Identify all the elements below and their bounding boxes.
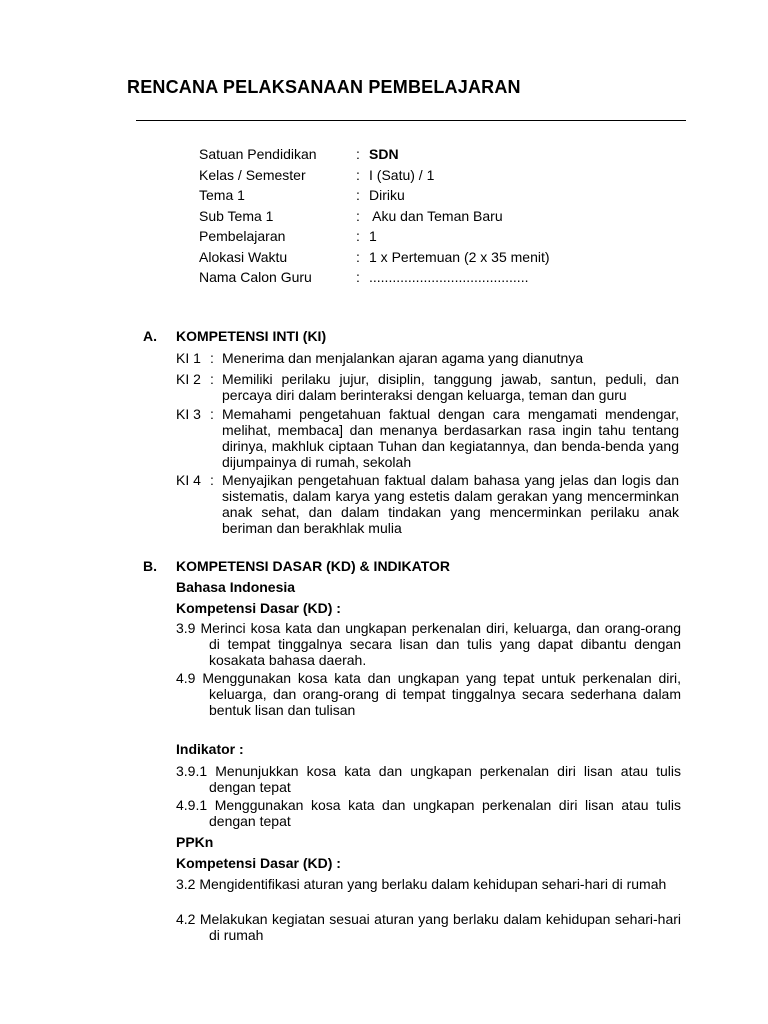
identity-value: Aku dan Teman Baru	[369, 207, 503, 224]
ki-text: Memiliki perilaku jujur, disiplin, tanggung jawab, santun, peduli, dan percaya diri dalam berinteraksi dengan keluarga, teman dan guru	[222, 371, 679, 403]
kd-item	[176, 620, 681, 668]
identity-colon: :	[356, 146, 360, 162]
kd-number: 3.9	[176, 620, 196, 636]
identity-label: Satuan Pendidikan	[199, 146, 317, 162]
kd-text	[176, 876, 681, 892]
kd-number: 4.9	[176, 670, 196, 686]
section-letter: B.	[143, 558, 157, 574]
identity-colon: :	[356, 207, 360, 224]
kd-number: 3.2	[176, 876, 196, 892]
indikator-body: Menunjukkan kosa kata dan ungkapan perkenalan diri lisan atau tulis dengan tepat	[209, 763, 682, 795]
ki-text: Menerima dan menjalankan ajaran agama yang dianutnya	[222, 350, 584, 366]
title-divider	[136, 120, 686, 121]
identity-colon: :	[356, 248, 360, 265]
identity-value: Diriku	[369, 187, 405, 203]
identity-value: 1	[369, 228, 377, 244]
ki-colon: :	[210, 371, 214, 387]
kd-item	[176, 876, 681, 892]
indikator-body: Menggunakan kosa kata dan ungkapan perkenalan diri lisan atau tulis dengan tepat	[209, 797, 682, 829]
kd-text	[176, 620, 681, 668]
ki-item	[176, 350, 679, 366]
ki-label: KI 2	[176, 371, 201, 387]
indikator-heading: Indikator :	[176, 741, 244, 757]
identity-colon: :	[356, 228, 360, 244]
ki-colon: :	[210, 472, 214, 488]
section-title: KOMPETENSI DASAR (KD) & INDIKATOR	[176, 558, 451, 574]
section-letter: A.	[143, 328, 157, 344]
kd-heading: Kompetensi Dasar (KD) :	[176, 600, 341, 616]
kd-body: Merinci kosa kata dan ungkapan perkenalan diri, keluarga, dan orang-orang di tempat tinggalnya secara lisan dan tulis yang dapat dibantu dengan kosakata bahasa daerah.	[200, 620, 681, 668]
kd-text	[176, 911, 681, 943]
kd-text	[176, 670, 681, 718]
kd-body: Mengidentifikasi aturan yang berlaku dalam kehidupan sehari-hari di rumah	[199, 876, 667, 892]
ki-label: KI 1	[176, 350, 201, 366]
identity-colon: :	[356, 269, 360, 285]
identity-label: Alokasi Waktu	[199, 248, 288, 265]
identity-value: .........................................	[369, 269, 529, 285]
page-title: RENCANA PELAKSANAAN PEMBELAJARAN	[127, 77, 521, 97]
identity-label: Tema 1	[199, 187, 245, 203]
ki-item	[176, 472, 679, 536]
indikator-number: 3.9.1	[176, 763, 208, 779]
subject-heading: PPKn	[176, 834, 214, 850]
ki-colon: :	[210, 350, 214, 366]
indikator-item	[176, 763, 681, 795]
identity-label: Kelas / Semester	[199, 166, 306, 183]
kd-heading: Kompetensi Dasar (KD) :	[176, 855, 341, 871]
identity-colon: :	[356, 166, 360, 183]
indikator-text	[176, 797, 681, 829]
ki-label: KI 4	[176, 472, 201, 488]
identity-label: Sub Tema 1	[199, 207, 274, 224]
indikator-text	[176, 763, 681, 795]
identity-value: 1 x Pertemuan (2 x 35 menit)	[369, 248, 550, 265]
identity-value: SDN	[369, 146, 399, 162]
kd-number: 4.2	[176, 911, 196, 927]
kd-body: Menggunakan kosa kata dan ungkapan yang tepat untuk perkenalan diri, keluarga, dan orang-orang di tempat tinggalnya secara sederhana dalam bentuk lisan dan tulisan	[202, 670, 682, 718]
indikator-number: 4.9.1	[176, 797, 208, 813]
identity-colon: :	[356, 187, 360, 203]
kd-item	[176, 670, 681, 718]
identity-label: Pembelajaran	[199, 228, 286, 244]
section-title: KOMPETENSI INTI (KI)	[176, 328, 327, 344]
subject-heading: Bahasa Indonesia	[176, 579, 296, 595]
ki-colon: :	[210, 406, 214, 422]
kd-item	[176, 911, 681, 943]
indikator-item	[176, 797, 681, 829]
ki-label: KI 3	[176, 406, 201, 422]
identity-value: I (Satu) / 1	[369, 166, 435, 183]
ki-text: Menyajikan pengetahuan faktual dalam bahasa yang jelas dan logis dan sistematis, dalam karya yang estetis dalam gerakan yang mencerminkan anak sehat, dan dalam tindakan yang mencerminkan perilaku anak beriman dan berakhlak mulia	[222, 472, 679, 536]
kd-body: Melakukan kegiatan sesuai aturan yang berlaku dalam kehidupan sehari-hari di rumah	[199, 911, 682, 943]
ki-item	[176, 371, 679, 403]
ki-item	[176, 406, 679, 470]
identity-label: Nama Calon Guru	[199, 269, 312, 285]
ki-text: Memahami pengetahuan faktual dengan cara mengamati mendengar, melihat, membaca] dan menanya berdasarkan rasa ingin tahu tentang dirinya, makhluk ciptaan Tuhan dan kegiatannya, dan benda-benda yang dijumpainya di rumah, sekolah	[222, 406, 679, 470]
